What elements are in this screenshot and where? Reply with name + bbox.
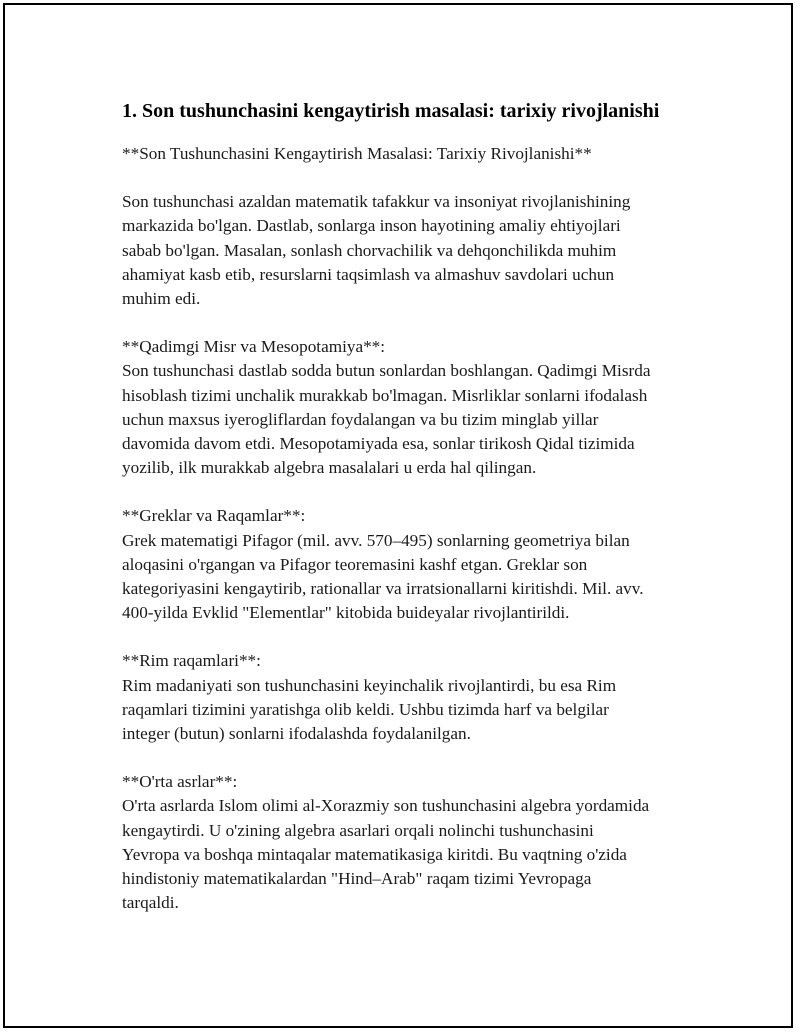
intro-paragraph [122, 190, 702, 311]
page-frame [3, 3, 793, 1028]
section-egypt-mesopotamia [122, 335, 702, 480]
text-line: integer (butun) sonlarni ifodalashda foydalanilgan. [122, 724, 471, 744]
text-line: kategoriyasini kengaytirib, rationallar va irratsionallarni kiritishdi. Mil. avv. [122, 579, 644, 599]
text-line: hindistoniy matematikalardan "Hind–Arab" raqam tizimi Yevropaga [122, 869, 592, 889]
document-body [122, 98, 702, 915]
document-title: 1. Son tushunchasini kengaytirish masalasi: tarixiy rivojlanishi [122, 100, 660, 122]
text-line: Son tushunchasi dastlab sodda butun sonlardan boshlangan. Qadimgi Misrda [122, 361, 651, 381]
text-line: raqamlari tizimini yaratishga olib keldi. Ushbu tizimda harf va belgilar [122, 699, 609, 719]
text-line: O'rta asrlarda Islom olimi al-Xorazmiy son tushunchasini algebra yordamida [122, 796, 650, 816]
section-heading: **Qadimgi Misr va Mesopotamiya**: [122, 337, 386, 357]
text-line: Son tushunchasi azaldan matematik tafakkur va insoniyat rivojlanishining [122, 192, 631, 212]
paragraph-gap [122, 166, 702, 190]
text-line: ahamiyat kasb etib, resurslarni taqsimlash va almashuv savdolari uchun [122, 264, 615, 284]
section-roman-numerals [122, 649, 702, 746]
paragraph-gap [122, 311, 702, 335]
section-greeks [122, 504, 702, 625]
text-line: sabab bo'lgan. Masalan, sonlash chorvachilik va dehqonchilikda muhim [122, 240, 617, 260]
section-heading: **Greklar va Raqamlar**: [122, 506, 306, 526]
section-heading: **O'rta asrlar**: [122, 772, 238, 792]
subtitle-line: **Son Tushunchasini Kengaytirish Masalasi: Tarixiy Rivojlanishi** [122, 144, 592, 163]
text-line: muhim edi. [122, 289, 201, 309]
section-heading: **Rim raqamlari**: [122, 651, 261, 671]
text-line: Yevropa va boshqa mintaqalar matematikasiga kiritdi. Bu vaqtning o'zida [122, 844, 627, 864]
text-line: hisoblash tizimi unchalik murakkab bo'lmagan. Misrliklar sonlarni ifodalash [122, 385, 648, 405]
text-line: Grek matematigi Pifagor (mil. avv. 570–495) sonlarning geometriya bilan [122, 530, 630, 550]
text-line: davomida davom etdi. Mesopotamiyada esa, sonlar tirikosh Qidal tizimida [122, 434, 635, 454]
text-line: 400-yilda Evklid "Elementlar" kitobida buideyalar rivojlantirildi. [122, 603, 570, 623]
text-line: uchun maxsus iyerogliflardan foydalangan va bu tizim minglab yillar [122, 409, 599, 429]
text-line: yozilib, ilk murakkab algebra masalalari u erda hal qilingan. [122, 458, 537, 478]
paragraph-gap [122, 746, 702, 770]
text-line: tarqaldi. [122, 893, 179, 913]
paragraph-gap [122, 625, 702, 649]
paragraph-gap [122, 480, 702, 504]
text-line: kengaytirdi. U o'zining algebra asarlari orqali nolinchi tushunchasini [122, 820, 594, 840]
section-middle-ages [122, 770, 702, 915]
text-line: Rim madaniyati son tushunchasini keyinchalik rivojlantirdi, bu esa Rim [122, 675, 617, 695]
text-line: markazida bo'lgan. Dastlab, sonlarga inson hayotining amaliy ehtiyojlari [122, 216, 621, 236]
text-line: aloqasini o'rgangan va Pifagor teoremasini kashf etgan. Greklar son [122, 554, 588, 574]
